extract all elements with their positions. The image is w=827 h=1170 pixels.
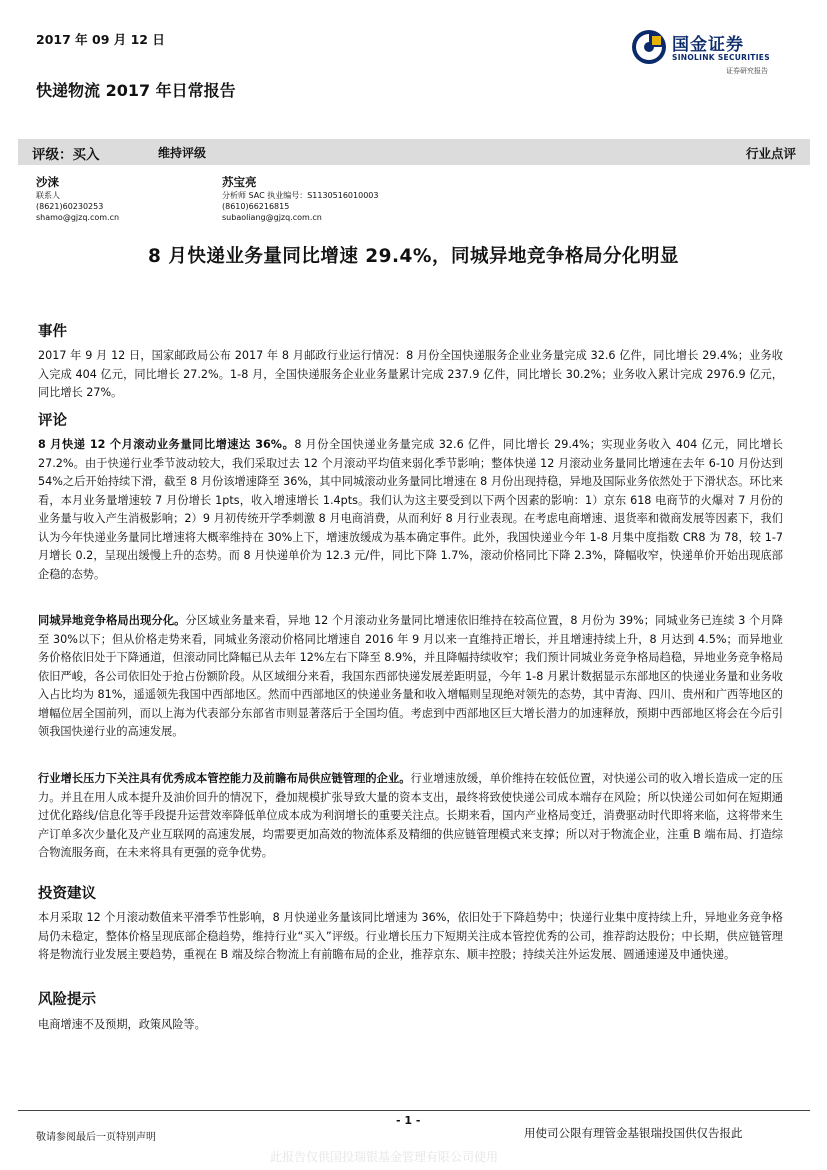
investment-paragraph: 本月采取 12 个月滚动数值来平滑季节性影响，8 月快递业务量该同比增速为 36%，依旧处于下降趋势中；快递行业集中度持续上升，异地业务竞争格局仍未稳定，整体价格呈现底部企稳趋势，维持行业“买入”评级。行业增长压力下短期关注成本管控优秀的公司，推荐韵达股份；中长期，供应链管理将是物流行业发展主要趋势，重视在 B 端及综合物流上有前瞻布局的企业，推荐京东、顺丰控股；持续关注外运发展、圆通速递及申通快递。 bbox=[38, 911, 783, 961]
section-title-investment: 投资建议 bbox=[38, 886, 96, 902]
report-series-title: 快递物流 2017 年日常报告 bbox=[36, 81, 236, 100]
analyst-phone: (8621)60230253 bbox=[36, 202, 104, 211]
analyst-name: 沙涞 bbox=[36, 175, 59, 189]
rating-bar bbox=[18, 139, 810, 165]
footer-divider bbox=[18, 1110, 810, 1111]
section-title-comment: 评论 bbox=[38, 413, 67, 429]
watermark: 此报告仅供国投瑞银基金管理有限公司使用 bbox=[270, 1150, 499, 1164]
report-headline: 8 月快递业务量同比增速 29.4%，同城异地竞争格局分化明显 bbox=[148, 246, 679, 267]
analyst-phone: (8610)66216815 bbox=[222, 202, 290, 211]
paragraph-body: 分区域业务量来看，异地 12 个月滚动业务量同比增速依旧维持在较高位置，8 月份为 39%；同城业务已连续 3 个月降至 30%以下；但从价格走势来看，同城业务滚动价格同比增速自 2016 年 9 月以来一直维持正增长，并且增速持续上升，8 月达到 4.5%；而异地业务价格依旧处于下降通道，但滚动同比降幅已从去年 12%左右下降至 8.9%，并且降幅持续收窄；我们预计同城业务竞争格局趋稳，异地业务竞争格局依旧严峻，各公司依旧处于抢占份额阶段。从区域细分来看，我国东西部快递发展差距明显，今年 1-8 月累计数据显示东部地区的快递业务量和业务收入占比均为 81%，遥遥领先我国中西部地区。然而中西部地区的快递业务量和收入增幅则呈现绝对领先的态势，其中青海、四川、贵州和广西等地区的增幅位居全国前列，而以上海为代表部分东部省市则显著落后于全国均值。考虑到中西部地区巨大增长潜力的加速释放，预期中西部地区将会在今后引领我国快递行业的高速发展。 bbox=[38, 614, 783, 738]
logo-subtitle: 证券研究报告 bbox=[726, 67, 768, 75]
paragraph-body: 行业增速放缓，单价维持在较低位置，对快递公司的收入增长造成一定的压力。并且在用人成本提升及油价回升的情况下，叠加规模扩张导致大量的资本支出，最终将致使快递公司成本端存在风险；所以快递公司如何在短期通过优化路线/信息化等手段提升运营效率降低单位成本成为利润增长的重要关注点。长期来看，国内产业格局变迁，消费驱动时代即将来临，这将带来生产订单多次少量化及产业互联网的高速发展，均需要更加高效的物流体系及精细的供应链管理模式来支撑；所以对于物流企业，注重 B 端布局、打造综合物流服务商，在未来将具有更强的竞争优势。 bbox=[38, 772, 783, 859]
rating-label: 评级：买入 bbox=[32, 147, 100, 163]
analyst-contact bbox=[36, 174, 119, 223]
sinolink-logo-icon bbox=[630, 28, 668, 66]
paragraph-lead: 同城异地竞争格局出现分化。 bbox=[38, 614, 186, 627]
analyst-email[interactable]: shamo@gjzq.com.cn bbox=[36, 213, 120, 222]
rating-status: 维持评级 bbox=[158, 146, 207, 160]
event-paragraph: 2017 年 9 月 12 日，国家邮政局公布 2017 年 8 月邮政行业运行情况：8 月份全国快递服务企业业务量完成 32.6 亿件，同比增长 29.4%；业务收入完成 404 亿元，同比增长 27.2%。1-8 月，全国快递服务企业业务量累计完成 237.9 亿件，同比增长 30.2%；业务收入累计完成 2976.9 亿元，同比增长 27%。 bbox=[38, 349, 783, 399]
analyst-email[interactable]: subaoliang@gjzq.com.cn bbox=[222, 213, 322, 222]
risk-paragraph: 电商增速不及预期，政策风险等。 bbox=[38, 1018, 206, 1031]
footer-disclaimer-note: 敬请参阅最后一页特别声明 bbox=[36, 1132, 156, 1143]
analyst-name: 苏宝亮 bbox=[222, 175, 257, 189]
report-type: 行业点评 bbox=[745, 146, 796, 161]
analyst-sac-number: 分析师 SAC 执业编号：S1130516010003 bbox=[222, 191, 379, 200]
report-date: 2017 年 09 月 12 日 bbox=[36, 32, 165, 47]
company-logo bbox=[630, 26, 790, 82]
paragraph-lead: 行业增长压力下关注具有优秀成本管控能力及前瞻布局供应链管理的企业。 bbox=[38, 772, 411, 785]
comment-paragraph-3 bbox=[38, 770, 783, 863]
comment-paragraph-1 bbox=[38, 436, 783, 584]
page-number: - 1 - bbox=[396, 1114, 421, 1127]
comment-paragraph-2 bbox=[38, 612, 783, 742]
paragraph-body: 8 月份全国快递业务量完成 32.6 亿件，同比增长 29.4%；实现业务收入 404 亿元，同比增长 27.2%。由于快递行业季节波动较大，我们采取过去 12 个月滚动平均值来弱化季节影响；整体快递 12 月滚动业务量同比增速在去年 6-10 月份达到 54%之后开始持续下滑，截至 8 月份该增速降至 36%，其中同城滚动业务量同比增速在 8 月份出现持稳，异地及国际业务依然处于下滑状态。环比来看，本月业务量增速较 7 月份增长 1pts，收入增速增长 1.4pts。我们认为这主要受到以下两个因素的影响：1）京东 618 电商节的火爆对 7 月份的业务量与收入产生消极影响；2）9 月初传统开学季刺激 8 月电商消费，从而利好 8 月行业表现。在考虑电商增速、退货率和微商发展等因素下，我们认为今年快递业务量同比增速将大概率维持在 30%上下，增速放缓成为基本确定事件。此外，我国快递业今年 1-8 月集中度指数 CR8 为 78，较 1-7 月增长 0.2，呈现出缓慢上升的态势。而 8 月快递单价为 12.3 元/件，同比下降 1.7%，滚动价格同比下降 2.3%，降幅收窄，快递单价开始出现底部企稳的态势。 bbox=[38, 438, 783, 581]
footer-usage-note: 用使司公限有理管金基银瑞投国供仅告报此 bbox=[524, 1126, 743, 1140]
analyst-contact bbox=[222, 174, 378, 223]
analyst-role: 联系人 bbox=[36, 191, 60, 200]
logo-name: 国金证券 bbox=[672, 35, 744, 55]
logo-english: SINOLINK SECURITIES bbox=[672, 53, 770, 62]
paragraph-lead: 8 月快递 12 个月滚动业务量同比增速达 36%。 bbox=[38, 438, 295, 451]
section-title-risk: 风险提示 bbox=[38, 992, 96, 1008]
section-title-event: 事件 bbox=[38, 324, 67, 340]
